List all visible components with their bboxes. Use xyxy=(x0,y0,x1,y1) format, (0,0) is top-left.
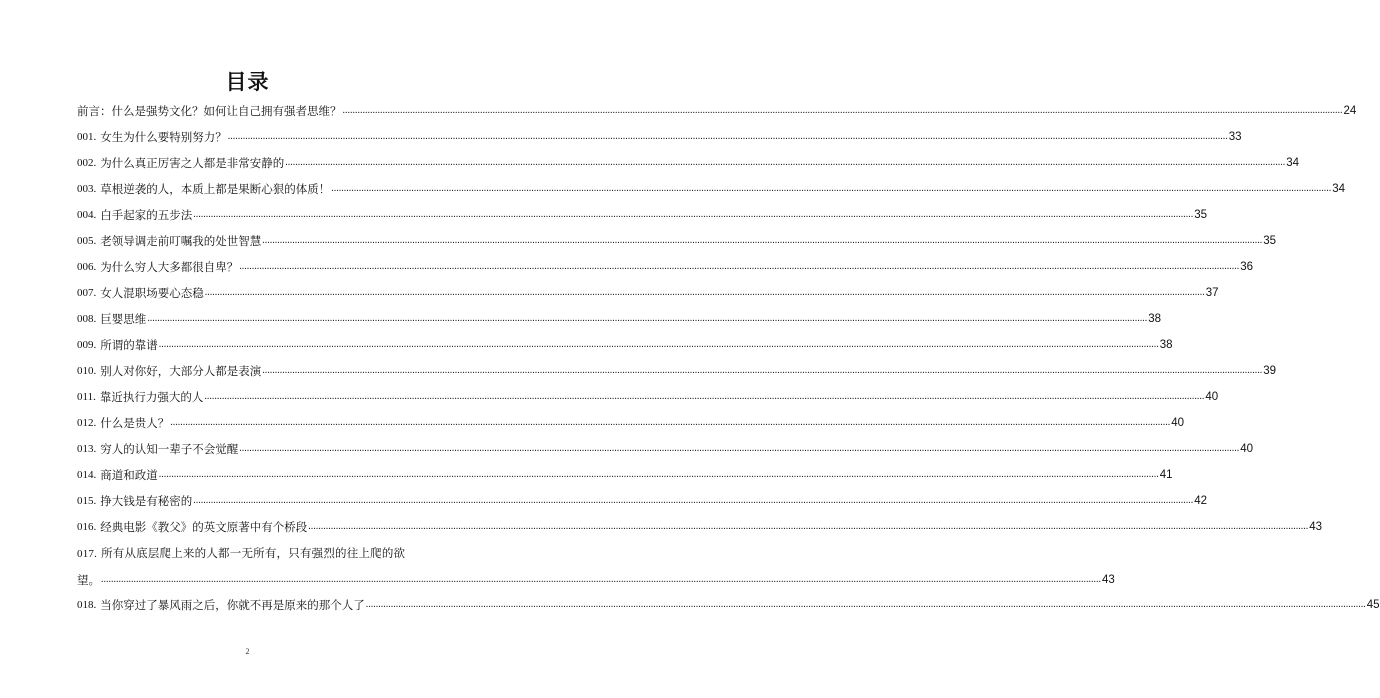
toc-entry-page: 43 xyxy=(1309,521,1323,533)
toc-entry-page: 37 xyxy=(1205,287,1219,299)
toc-entry-title: 为什么真正厉害之人都是非常安静的 xyxy=(100,156,285,170)
toc-entry-title-continued: 望。 xyxy=(77,573,100,587)
toc-leader-dots: ................................................................................................................................................................................................................................................................................................................................................................................................................ xyxy=(147,313,1148,324)
toc-entry-page: 36 xyxy=(1240,261,1254,273)
toc-entry[interactable] xyxy=(77,233,1277,249)
toc-entry-number: 002. xyxy=(77,157,97,169)
toc-entry-title: 经典电影《教父》的英文原著中有个桥段 xyxy=(100,520,308,534)
page-number: 2 xyxy=(245,647,250,656)
toc-entry-number: 014. xyxy=(77,469,97,481)
toc-leader-dots: ................................................................................................................................................................................................................................................................................................................................................................................................................ xyxy=(170,417,1171,428)
toc-entry-number: 015. xyxy=(77,495,97,507)
toc-entry[interactable] xyxy=(77,493,1208,509)
toc-leader-dots: ................................................................................................................................................................................................................................................................................................................................................................................................................ xyxy=(239,443,1240,454)
toc-entry-page: 34 xyxy=(1286,157,1300,169)
toc-entry[interactable] xyxy=(77,259,1254,275)
toc-leader-dots: ................................................................................................................................................................................................................................................................................................................................................................................................................ xyxy=(227,131,1228,142)
toc-entry-title: 老领导调走前叮嘱我的处世智慧 xyxy=(100,234,262,248)
toc-entry-page: 40 xyxy=(1171,417,1185,429)
toc-entry-number: 008. xyxy=(77,313,97,325)
toc-entry[interactable] xyxy=(77,285,1219,301)
toc-leader-dots: ................................................................................................................................................................................................................................................................................................................................................................................................................ xyxy=(204,287,1205,298)
toc-entry-title: 商道和政道 xyxy=(100,468,158,482)
toc-entry-page: 40 xyxy=(1240,443,1254,455)
toc-entry-title: 女生为什么要特别努力？ xyxy=(100,130,227,144)
toc-entry[interactable] xyxy=(77,337,1173,353)
toc-leader-dots: ................................................................................................................................................................................................................................................................................................................................................................................................................ xyxy=(239,261,1240,272)
toc-entry-title: 当你穿过了暴风雨之后，你就不再是原来的那个人了 xyxy=(100,598,365,612)
toc-leader-dots: ................................................................................................................................................................................................................................................................................................................................................................................................................ xyxy=(262,365,1263,376)
toc-entry-number: 013. xyxy=(77,443,97,455)
toc-entry-title: 为什么穷人大多都很自卑？ xyxy=(100,260,239,274)
toc-entry-title: 靠近执行力强大的人 xyxy=(99,390,204,404)
toc-entry-number: 003. xyxy=(77,183,97,195)
toc-entry[interactable] xyxy=(77,129,1242,145)
toc-entry[interactable] xyxy=(77,363,1277,379)
toc-leader-dots: ................................................................................................................................................................................................................................................................................................................................................................................................................ xyxy=(158,339,1159,350)
toc-entry-title: 前言：什么是强势文化？如何让自己拥有强者思维？ xyxy=(77,104,342,118)
toc-leader-dots: ................................................................................................................................................................................................................................................................................................................................................................................................................ xyxy=(193,495,1194,506)
toc-entry[interactable] xyxy=(77,311,1162,327)
toc-leader-dots: ................................................................................................................................................................................................................................................................................................................................................................................................................ xyxy=(193,209,1194,220)
toc-entry-line xyxy=(77,545,418,562)
toc-leader-dots: ................................................................................................................................................................................................................................................................................................................................................................................................................ xyxy=(204,391,1205,402)
toc-entry-number: 010. xyxy=(77,365,97,377)
toc-entry-number: 007. xyxy=(77,287,97,299)
toc-entry-page: 39 xyxy=(1263,365,1277,377)
toc-entry[interactable] xyxy=(77,519,1323,535)
toc-entry-title: 草根逆袭的人，本质上都是果断心狠的体质！ xyxy=(100,182,331,196)
toc-entry-title: 别人对你好，大部分人都是表演 xyxy=(100,364,262,378)
toc-leader-dots: ................................................................................................................................................................................................................................................................................................................................................................................................................ xyxy=(365,599,1366,610)
toc-entry-number: 012. xyxy=(77,417,97,429)
toc-entry[interactable] xyxy=(77,207,1208,223)
toc-entry-number: 004. xyxy=(77,209,97,221)
toc-leader-dots: ................................................................................................................................................................................................................................................................................................................................................................................................................ xyxy=(342,105,1343,116)
toc-entry-page: 45 xyxy=(1366,599,1380,611)
toc-leader-dots: ................................................................................................................................................................................................................................................................................................................................................................................................................ xyxy=(101,574,1101,585)
toc-entry[interactable] xyxy=(77,545,1115,588)
toc-entry[interactable] xyxy=(77,415,1185,431)
toc-entry-number: 011. xyxy=(77,391,96,403)
toc-entry-title: 什么是贵人？ xyxy=(100,416,170,430)
toc-entry-title: 白手起家的五步法 xyxy=(100,208,193,222)
toc-entry-title: 所谓的靠谱 xyxy=(100,338,158,352)
toc-entry-page: 43 xyxy=(1102,574,1115,586)
toc-entry-title: 挣大钱是有秘密的 xyxy=(100,494,193,508)
toc-entry[interactable] xyxy=(77,597,1380,613)
toc-entry-page: 33 xyxy=(1228,131,1242,143)
toc-leader-dots: ................................................................................................................................................................................................................................................................................................................................................................................................................ xyxy=(262,235,1263,246)
toc-entry-number: 009. xyxy=(77,339,97,351)
toc-leader-dots: ................................................................................................................................................................................................................................................................................................................................................................................................................ xyxy=(285,157,1286,168)
toc-entry-page: 34 xyxy=(1332,183,1346,195)
toc-entry[interactable] xyxy=(77,181,1346,197)
toc-entry-title: 巨婴思维 xyxy=(100,312,147,326)
toc-leader-dots: ................................................................................................................................................................................................................................................................................................................................................................................................................ xyxy=(308,521,1309,532)
toc-entry-page: 42 xyxy=(1194,495,1208,507)
toc-entry-page: 41 xyxy=(1159,469,1173,481)
toc-entry[interactable] xyxy=(77,467,1173,483)
toc-entry-number: 005. xyxy=(77,235,97,247)
toc-entry-title: 穷人的认知一辈子不会觉醒 xyxy=(100,442,239,456)
toc-entry-page: 35 xyxy=(1263,235,1277,247)
toc-entry-page: 24 xyxy=(1343,105,1357,117)
toc-entry-page: 35 xyxy=(1194,209,1208,221)
toc-leader-dots: ................................................................................................................................................................................................................................................................................................................................................................................................................ xyxy=(331,183,1332,194)
toc-entry-number: 006. xyxy=(77,261,97,273)
toc-entry[interactable] xyxy=(77,103,1357,119)
toc-leader-dots: ................................................................................................................................................................................................................................................................................................................................................................................................................ xyxy=(158,469,1159,480)
page-title: 目录 xyxy=(225,70,270,94)
toc-entry-title: 女人混职场要心态稳 xyxy=(100,286,204,300)
toc-entry-number: 001. xyxy=(77,131,97,143)
toc-entry-number: 016. xyxy=(77,521,97,533)
toc-entry[interactable] xyxy=(77,441,1254,457)
toc-entry[interactable] xyxy=(77,155,1300,171)
toc-entry[interactable] xyxy=(77,389,1219,405)
toc-entry-page: 40 xyxy=(1205,391,1219,403)
toc-entry-title: 所有从底层爬上来的人都一无所有，只有强烈的往上爬的欲 xyxy=(101,546,406,560)
toc-entry-number: 018. xyxy=(77,599,97,611)
toc-entry-page: 38 xyxy=(1148,313,1162,325)
toc-entry-page: 38 xyxy=(1159,339,1173,351)
toc-entry-number: 017. xyxy=(77,548,98,560)
